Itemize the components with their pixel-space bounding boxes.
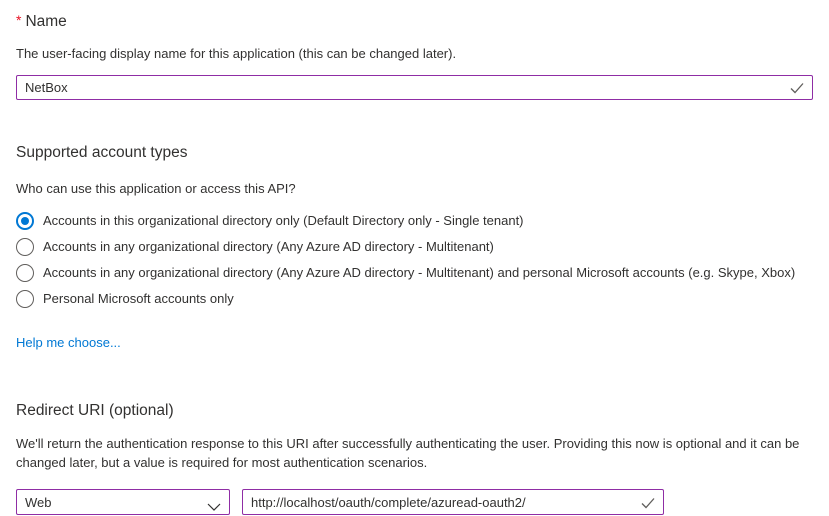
radio-option-single-tenant[interactable] <box>16 208 813 234</box>
radio-option-label: Accounts in this organizational directory only (Default Directory only - Single tenant) <box>43 213 524 228</box>
chevron-down-icon <box>207 499 221 507</box>
radio-dot <box>21 269 29 277</box>
required-asterisk: * <box>16 12 22 28</box>
redirect-uri-description: We'll return the authentication response to this URI after successfully authenticating the user. Providing this now is optional and it can be changed later, but a value is required for most authentication scenarios. <box>16 436 800 470</box>
redirect-uri-input[interactable] <box>242 489 664 515</box>
help-me-choose-link[interactable]: Help me choose... <box>16 335 121 350</box>
uri-field-container <box>242 489 664 515</box>
platform-select-value: Web <box>25 494 52 510</box>
radio-dot <box>21 217 29 225</box>
radio-option-multitenant[interactable] <box>16 234 813 260</box>
name-description: The user-facing display name for this application (this can be changed later). <box>16 46 457 61</box>
radio-option-personal-only[interactable] <box>16 286 813 312</box>
radio-button-icon[interactable] <box>16 212 34 230</box>
account-types-radio-group <box>16 208 813 312</box>
radio-option-label: Accounts in any organizational directory (Any Azure AD directory - Multitenant) <box>43 239 494 254</box>
radio-dot <box>21 295 29 303</box>
name-title-text: Name <box>25 13 67 30</box>
account-types-question: Who can use this application or access this API? <box>16 181 296 196</box>
platform-select-dropdown[interactable] <box>16 489 230 515</box>
radio-option-label: Accounts in any organizational directory (Any Azure AD directory - Multitenant) and personal Microsoft accounts (e.g. Skype, Xbox) <box>43 265 796 280</box>
radio-option-multitenant-personal[interactable] <box>16 260 813 286</box>
redirect-uri-title: Redirect URI (optional) <box>16 402 174 419</box>
radio-button-icon[interactable] <box>16 290 34 308</box>
name-field-container <box>16 75 813 100</box>
radio-button-icon[interactable] <box>16 264 34 282</box>
redirect-uri-section <box>16 400 813 515</box>
supported-account-types-title: Supported account types <box>16 144 188 161</box>
radio-option-label: Personal Microsoft accounts only <box>43 291 234 306</box>
redirect-uri-controls <box>16 489 813 515</box>
name-section-title <box>16 0 813 32</box>
supported-account-types-section <box>16 142 813 352</box>
app-name-input[interactable] <box>16 75 813 100</box>
radio-dot <box>21 243 29 251</box>
radio-button-icon[interactable] <box>16 238 34 256</box>
